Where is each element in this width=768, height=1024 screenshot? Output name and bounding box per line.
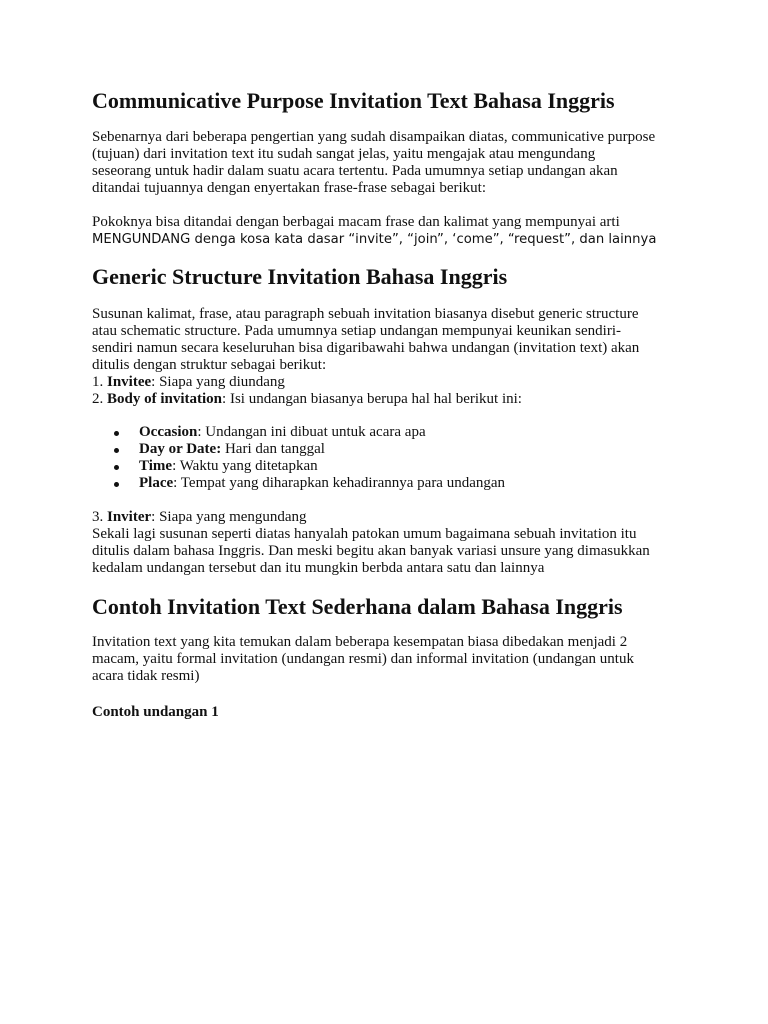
item-desc: : Siapa yang diundang [151,374,285,390]
item-term: Body of invitation [107,391,223,407]
text-line: Sekali lagi susunan seperti diatas hanyalah patokan umum bagaimana sebuah invitation itu [92,526,637,542]
structure-item-inviter [92,509,682,526]
text-line: Invitation text yang kita temukan dalam beberapa kesempatan biasa dibedakan menjadi 2 [92,634,628,650]
item-term: Occasion [139,424,198,440]
body-of-invitation-list [92,424,682,492]
item-desc: : Waktu yang ditetapkan [172,458,318,474]
item-term: Day or Date: [139,441,222,457]
text-line: ditandai tujuannya dengan enyertakan frase-frase sebagai berikut: [92,180,486,196]
paragraph-generic-structure [92,306,682,408]
text-line: ditulis dengan struktur sebagai berikut: [92,357,327,373]
text-line: (tujuan) dari invitation text itu sudah sangat jelas, yaitu mengajak atau mengundang [92,146,596,162]
item-desc: : Undangan ini dibuat untuk acara apa [197,424,426,440]
section-heading-generic-structure: Generic Structure Invitation Bahasa Inggris [92,264,508,289]
item-desc: : Siapa yang mengundang [151,509,307,525]
paragraph-mengundang-phrases [92,214,682,248]
item-desc: Hari dan tanggal [221,441,325,457]
item-number: 2. [92,391,107,407]
bullet-icon [114,431,119,436]
item-term: Time [139,458,173,474]
text-line: sendiri namun secara keseluruhan bisa digaribawahi bahwa undangan (invitation text) akan [92,340,640,356]
paragraph-contoh-invitation [92,634,682,685]
structure-item-invitee [92,374,682,391]
text-line: kedalam undangan tersebut dan itu mungkin berbda antara satu dan lainnya [92,560,545,576]
list-item [92,475,682,492]
text-line: ditulis dalam bahasa Inggris. Dan meski begitu akan banyak variasi unsure yang dimasukkan [92,543,650,559]
item-desc: : Isi undangan biasanya berupa hal hal berikut ini: [222,391,522,407]
item-number: 1. [92,374,107,390]
section-heading-communicative-purpose: Communicative Purpose Invitation Text Bahasa Inggris [92,88,615,113]
bullet-icon [114,482,119,487]
text-line: Pokoknya bisa ditandai dengan berbagai macam frase dan kalimat yang mempunyai arti [92,214,620,230]
list-item [92,458,682,475]
item-number: 3. [92,509,107,525]
bullet-icon [114,465,119,470]
item-term: Invitee [107,374,152,390]
list-item [92,424,682,441]
section-heading-contoh-invitation: Contoh Invitation Text Sederhana dalam Bahasa Inggris [92,594,623,619]
example-label-text: Contoh undangan 1 [92,704,219,720]
item-term: Place [139,475,174,491]
item-desc: : Tempat yang diharapkan kehadirannya para undangan [173,475,506,491]
text-line: seseorang untuk hadir dalam suatu acara tertentu. Pada umumnya setiap undangan akan [92,163,618,179]
item-term: Inviter [107,509,152,525]
bullet-icon [114,448,119,453]
text-line: Sebenarnya dari beberapa pengertian yang sudah disampaikan diatas, communicative purpose [92,129,656,145]
text-line: Susunan kalimat, frase, atau paragraph sebuah invitation biasanya disebut generic structure [92,306,639,322]
structure-item-body [92,391,682,408]
text-line: atau schematic structure. Pada umumnya setiap undangan mempunyai keunikan sendiri- [92,323,622,339]
list-item [92,441,682,458]
paragraph-communicative-purpose [92,129,682,197]
example-label [92,704,682,721]
text-line: acara tidak resmi) [92,668,200,684]
paragraph-inviter-and-notes [92,509,682,577]
text-line: MENGUNDANG denga kosa kata dasar “invite”, “join”, ‘come”, “request”, dan lainnya [92,232,657,247]
text-line: macam, yaitu formal invitation (undangan resmi) dan informal invitation (undangan untuk [92,651,634,667]
